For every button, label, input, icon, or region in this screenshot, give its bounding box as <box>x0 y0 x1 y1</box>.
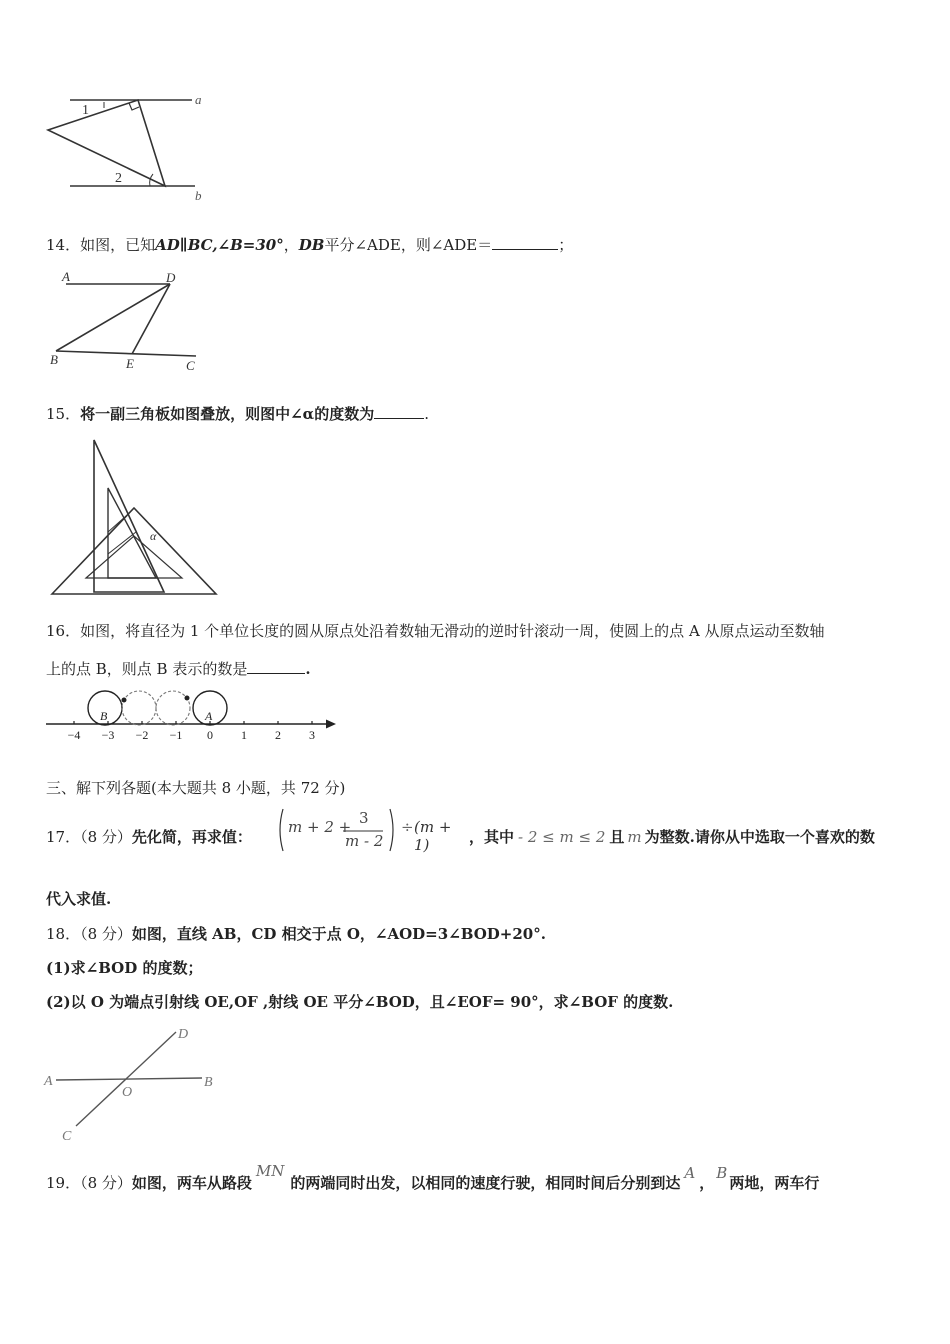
question-18-part-1 <box>46 958 202 978</box>
point-a: A <box>684 1164 696 1182</box>
and-word: 且 <box>609 828 625 846</box>
condition-ask: ，则∠ADE＝ <box>400 236 493 254</box>
line-a-label: a <box>195 92 202 107</box>
point-b: B <box>716 1164 728 1182</box>
section-3-heading <box>46 778 345 798</box>
point-b-label: B <box>204 1075 213 1090</box>
tick-label: 2 <box>275 728 281 742</box>
question-17-conditions <box>469 827 875 847</box>
tick-label: 3 <box>309 728 315 742</box>
condition-bisector: 平分∠ADE <box>324 236 401 254</box>
question-score: （8 分） <box>80 925 132 943</box>
rolling-circle-1 <box>122 691 156 725</box>
comma: ， <box>699 1174 715 1192</box>
tick-label: 1 <box>241 728 247 742</box>
separator: ， <box>283 236 299 254</box>
question-text: 将一副三角板如图叠放，则图中∠α的度数为 <box>80 405 375 423</box>
question-number: 15． <box>46 405 81 423</box>
answer-blank[interactable] <box>247 673 305 674</box>
condition-parallel: AD∥BC,∠B=30° <box>155 236 284 254</box>
question-16-line-1 <box>46 621 825 641</box>
point-b-label: B <box>100 709 108 723</box>
question-18 <box>46 924 546 944</box>
m-variable: m <box>627 828 642 846</box>
question-text: 如图，将直径为 1 个单位长度的圆从原点处沿着数轴无滑动的逆时针滚动一周，使圆上的点 A 从原点运动至数轴 <box>80 622 825 640</box>
instruction: 为整数.请你从中选取一个喜欢的数 <box>644 828 875 846</box>
answer-blank[interactable] <box>374 418 424 419</box>
fraction-denominator: m - 2 <box>345 832 384 850</box>
point-a-label: A <box>62 269 70 284</box>
question-text: 如图，已知 <box>80 236 156 254</box>
question-19 <box>46 1162 820 1193</box>
question-17-line-2 <box>46 889 111 909</box>
segment-db: DB <box>298 236 325 254</box>
point-d-label: D <box>178 1027 189 1042</box>
question-number: 18． <box>46 925 81 943</box>
question-tail: . <box>424 405 429 423</box>
question-text-2: 的两端同时出发，以相同的速度行驶，相同时间后分别到达 <box>290 1174 681 1192</box>
instruction-continued: 代入求值. <box>46 890 112 908</box>
question-lead: 先化简，再求值： <box>131 828 252 846</box>
answer-blank[interactable] <box>492 249 558 250</box>
figure-15-set-squares <box>46 436 226 601</box>
tick-label: −3 <box>101 728 115 742</box>
question-number: 16． <box>46 622 81 640</box>
point-o-label: O <box>122 1085 133 1100</box>
question-text: 如图，两车从路段 <box>131 1174 252 1192</box>
question-18-part-2 <box>46 992 673 1012</box>
point-a-label: A <box>44 1074 53 1089</box>
m-range: - 2 ≤ m ≤ 2 <box>518 828 606 846</box>
axis-arrow <box>326 720 336 729</box>
figure-14 <box>44 266 214 376</box>
intersecting-lines-figure <box>40 1024 230 1146</box>
parallel-lines-figure <box>40 90 230 210</box>
section-title: 三、解下列各题(本大题共 8 小题，共 72 分) <box>46 779 346 797</box>
point-d-label: D <box>166 270 176 285</box>
condition-lead: ，其中 <box>469 828 515 846</box>
point-c-label: C <box>62 1129 72 1144</box>
tick-label: −2 <box>135 728 149 742</box>
fraction-numerator: 3 <box>359 809 369 827</box>
expression-m-plus-2: m + 2 + <box>288 818 352 836</box>
number-line-figure <box>44 684 344 746</box>
part-2-text: (2)以 O 为端点引射线 OE,OF ,射线 OE 平分∠BOD，且∠EOF= 90°，求∠BOF 的度数. <box>46 993 674 1011</box>
alpha-label: α <box>150 529 157 543</box>
line-b-label: b <box>195 188 202 203</box>
point-e-label: E <box>126 356 134 371</box>
point-b-label: B <box>50 352 58 367</box>
question-score: （8 分） <box>80 1174 132 1192</box>
angle-2-label: 2 <box>115 171 122 186</box>
question-tail: ； <box>558 236 574 254</box>
question-tail: . <box>305 660 311 678</box>
question-number: 19． <box>46 1174 81 1192</box>
part-1-text: (1)求∠BOD 的度数； <box>46 959 203 977</box>
point-a-label: A <box>205 709 213 723</box>
question-text-3: 两地，两车行 <box>729 1174 820 1192</box>
question-text: 如图，直线 AB，CD 相交于点 O，∠AOD=3∠BOD+20°. <box>131 925 546 943</box>
tick-label: 0 <box>207 728 213 742</box>
question-number: 17． <box>46 828 81 846</box>
tick-label: −1 <box>169 728 183 742</box>
angle-1-label: 1 <box>82 103 89 118</box>
question-text-continued: 上的点 B，则点 B 表示的数是 <box>46 660 248 678</box>
question-15 <box>46 404 429 424</box>
rolling-point-1 <box>122 698 127 703</box>
rolling-circle-2 <box>156 691 190 725</box>
rolling-point-2 <box>185 696 190 701</box>
expression-m-plus-1: (m + 1) <box>414 818 452 854</box>
question-17 <box>46 827 252 847</box>
question-number: 14． <box>46 236 81 254</box>
question-16-line-2 <box>46 659 311 679</box>
tick-label: −4 <box>67 728 81 742</box>
division-sign: ÷ <box>401 818 414 836</box>
q17-expression <box>277 806 469 854</box>
question-14 <box>46 235 573 255</box>
segment-mn: MN <box>255 1162 285 1180</box>
point-c-label: C <box>186 358 195 373</box>
question-score: （8 分） <box>80 828 132 846</box>
